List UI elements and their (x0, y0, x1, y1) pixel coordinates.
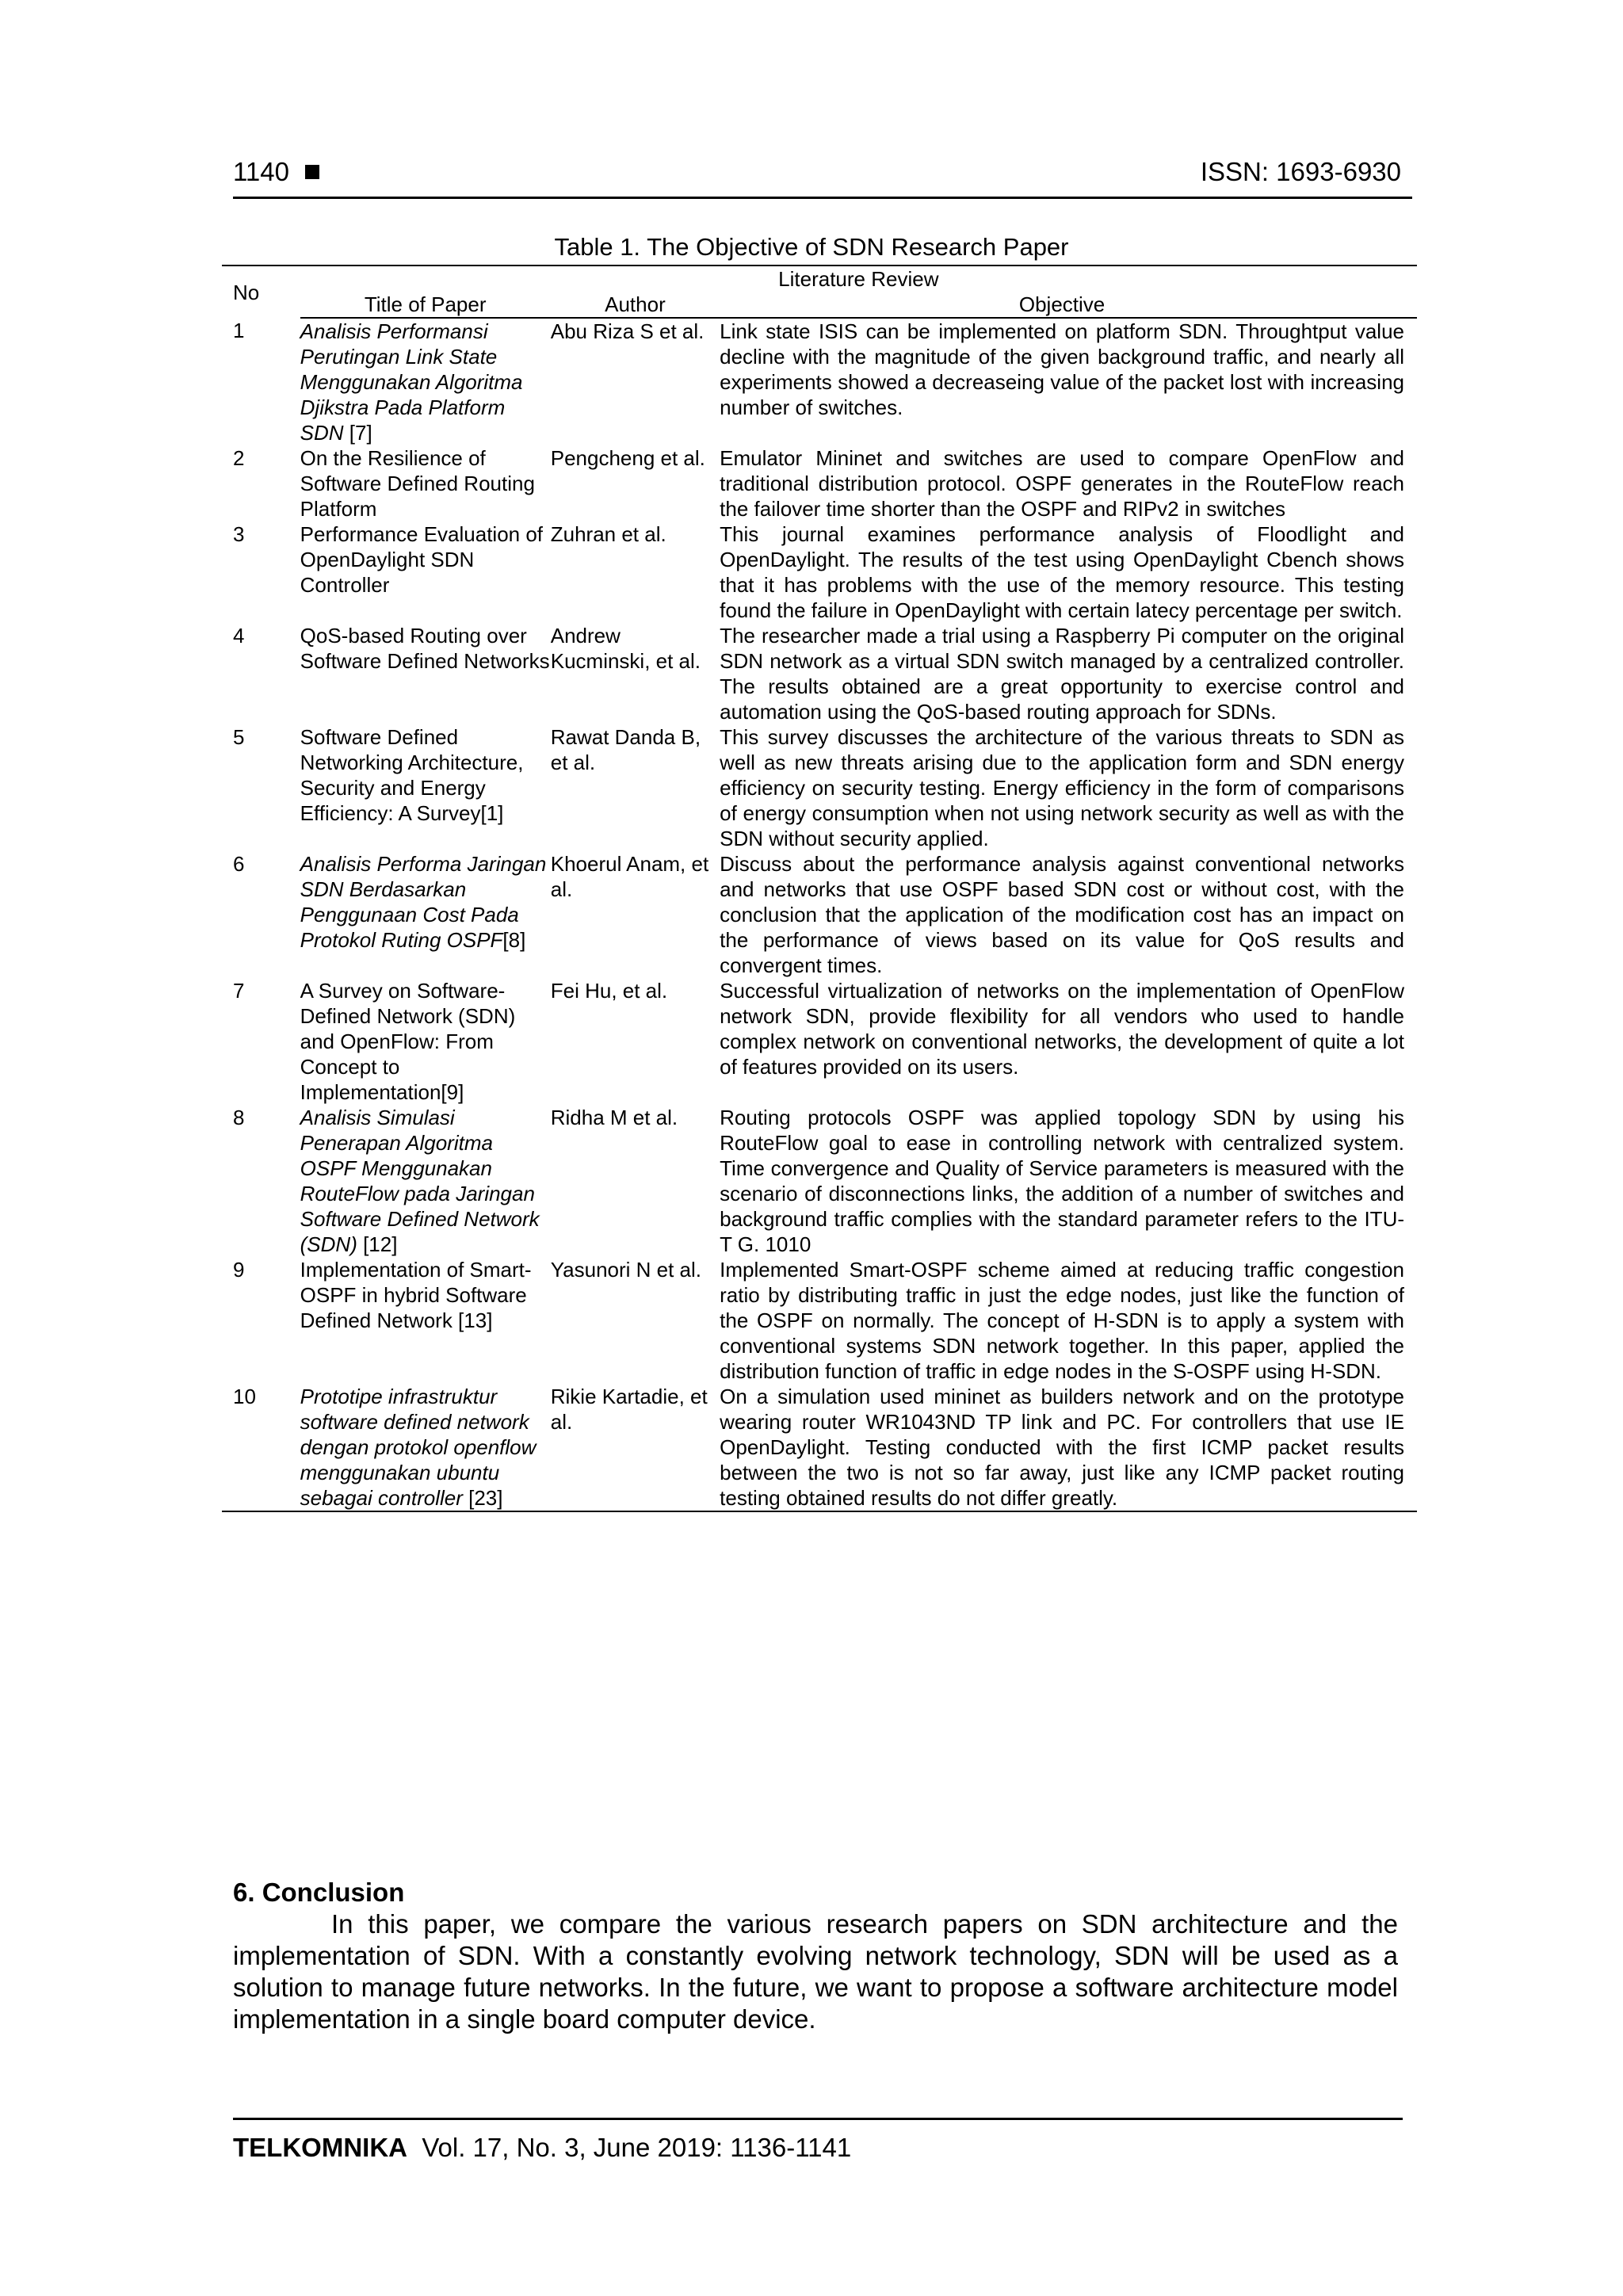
paper-objective: Emulator Mininet and switches are used to compare OpenFlow and traditional distribution protocol. OSPF generates in the RouteFlow reach the failover time shorter than the OSPF and RIPv2 in switches (720, 446, 1404, 521)
column-header-no: No (222, 266, 300, 318)
paper-author: Fei Hu, et al. (550, 979, 668, 1003)
paper-title-text: Prototipe infrastruktur software defined network dengan protokol openflow menggunakan ubuntu sebagai controller (300, 1385, 537, 1510)
paper-title (300, 1384, 551, 1511)
paper-title (300, 318, 551, 445)
paper-objective: On a simulation used mininet as builders network and on the prototype wearing router WR1043ND TP link and PC. For controllers that use IE OpenDaylight. Testing conducted with the first ICMP packet results between the two is not so far away, just like any ICMP packet routing testing obtained results do not differ greatly. (720, 1384, 1417, 1511)
paper-author: Rikie Kartadie, et al. (551, 1384, 720, 1511)
row-number: 4 (233, 624, 245, 648)
table-row (222, 724, 1417, 851)
paper-objective: Routing protocols OSPF was applied topology SDN by using his RouteFlow goal to ease in controlling network with centralized system. Time convergence and Quality of Service parameters is measured with the scenario of disconnections links, the addition of a number of switches and background traffic complies with the standard parameter refers to the ITU-T G. 1010 (720, 1106, 1404, 1256)
paper-title (300, 1257, 551, 1384)
paper-title-text: Analisis Performa Jaringan SDN Berdasarkan Penggunaan Cost Pada Protokol Ruting OSPF (300, 852, 547, 952)
paper-author: Rawat Danda B, et al. (550, 725, 701, 774)
paper-reference: [8] (502, 928, 526, 952)
table-row (222, 521, 1417, 623)
paper-objective: Successful virtualization of networks on the implementation of OpenFlow network SDN, provide flexibility for all vendors who used to handle complex network on conventional networks, the development of quite a lot of features provided on its users. (720, 979, 1404, 1079)
paper-reference: [7] (343, 421, 372, 445)
page-number: 1140 (233, 157, 319, 187)
table-row (222, 1384, 1417, 1511)
table-row (222, 623, 1417, 724)
table-row (222, 851, 1417, 978)
paper-title (300, 724, 551, 851)
column-group-literature-review: Literature Review (300, 266, 1417, 292)
paper-title-text: Implementation of Smart-OSPF in hybrid Software Defined Network [13] (300, 1258, 532, 1332)
issn-label: ISSN: 1693-6930 (1200, 157, 1401, 186)
paper-title-text: On the Resilience of Software Defined Routing Platform (300, 446, 535, 521)
square-bullet-icon (305, 165, 319, 179)
page-header (233, 155, 1412, 199)
paper-title-text: Analisis Performansi Perutingan Link State Menggunakan Algoritma Djikstra Pada Platform SDN (300, 319, 523, 445)
paper-objective: The researcher made a trial using a Raspberry Pi computer on the original SDN network as a virtual SDN switch managed by a centralized controller. The results obtained are a great opportunity to exercise control and automation using the QoS-based routing approach for SDNs. (720, 624, 1404, 724)
conclusion-section (233, 1877, 1398, 2035)
paper-title (300, 851, 551, 978)
paper-author: Abu Riza S et al. (550, 319, 705, 343)
row-number: 10 (222, 1384, 300, 1511)
row-number: 7 (233, 979, 245, 1003)
row-number: 9 (233, 1258, 245, 1282)
paper-author: Yasunori N et al. (550, 1258, 702, 1282)
journal-name: TELKOMNIKA (233, 2133, 407, 2162)
paper-author: Pengcheng et al. (550, 446, 705, 470)
paper-title-text: Software Defined Networking Architecture, Security and Energy Efficiency: A Survey[1] (300, 725, 524, 825)
paper-author: Andrew Kucminski, et al. (550, 624, 701, 673)
paper-objective: This survey discusses the architecture of the various threats to SDN as well as new threats arising due to the application form and SDN energy efficiency on security testing. Energy efficiency in the form of comparisons of energy consumption when not using network security as well as with the SDN without security applied. (720, 725, 1404, 850)
paper-title-text: Performance Evaluation of OpenDaylight SDN Controller (300, 522, 544, 597)
table-caption: Table 1. The Objective of SDN Research Paper (554, 233, 1069, 261)
paper-title (300, 623, 551, 724)
paper-reference: [12] (357, 1232, 398, 1256)
column-header-author: Author (551, 292, 720, 318)
table-body (222, 318, 1417, 1511)
paper-objective: Discuss about the performance analysis against conventional networks and networks that use OSPF based SDN cost or without cost, with the conclusion that the application of the modification cost has an impact on the performance of views based on its value for QoS results and convergent times. (720, 852, 1404, 977)
paper-author: Zuhran et al. (550, 522, 666, 546)
paper-title (300, 445, 551, 521)
row-number: 5 (233, 725, 245, 749)
conclusion-paragraph: In this paper, we compare the various research papers on SDN architecture and the implementation of SDN. With a constantly evolving network technology, SDN will be used as a solution to manage future networks. In the future, we want to propose a software architecture model implementation in a single board computer device. (233, 1909, 1398, 2034)
table-row (222, 978, 1417, 1105)
paper-reference: [23] (462, 1486, 503, 1510)
paper-author: Khoerul Anam, et al. (550, 852, 709, 901)
row-number: 8 (233, 1106, 245, 1129)
row-number: 2 (233, 446, 245, 470)
conclusion-heading: 6. Conclusion (233, 1878, 405, 1907)
paper-objective: This journal examines performance analysis of Floodlight and OpenDaylight. The results of the test using OpenDaylight Cbench shows that it has problems with the use of the memory resource. This testing found the failure in OpenDaylight with certain latecy percentage per switch. (720, 522, 1404, 622)
paper-objective: Link state ISIS can be implemented on platform SDN. Throughtput value decline with the magnitude of the given background traffic, and nearly all experiments showed a decreaseing value of the packet lost with increasing number of switches. (720, 319, 1404, 419)
paper-title (300, 978, 551, 1105)
literature-review-table (222, 265, 1417, 1512)
paper-title (300, 521, 551, 623)
journal-citation: Vol. 17, No. 3, June 2019: 1136-1141 (422, 2133, 852, 2162)
paper-title-text: QoS-based Routing over Software Defined Networks (300, 624, 550, 673)
paper-title-text: Analisis Simulasi Penerapan Algoritma OSPF Menggunakan RouteFlow pada Jaringan Software Defined Network (SDN) (300, 1106, 540, 1256)
row-number: 6 (233, 852, 245, 876)
column-header-title: Title of Paper (300, 292, 551, 318)
paper-title-text: A Survey on Software-Defined Network (SDN) and OpenFlow: From Concept to Implementation[9] (300, 979, 516, 1104)
page-footer (233, 2118, 1403, 2163)
table-row (222, 1105, 1417, 1257)
column-header-objective: Objective (720, 292, 1417, 318)
table-row (222, 1257, 1417, 1384)
row-number: 1 (233, 319, 245, 342)
paper-author: Ridha M et al. (550, 1106, 678, 1129)
table-row (222, 445, 1417, 521)
table-row (222, 318, 1417, 445)
paper-title (300, 1105, 551, 1257)
row-number: 3 (233, 522, 245, 546)
paper-objective: Implemented Smart-OSPF scheme aimed at reducing traffic congestion ratio by distributing traffic in just the edge nodes, just like the function of the OSPF on normally. The concept of H-SDN is to apply a system with conventional systems SDN network together. In this paper, applied the distribution function of traffic in edge nodes in the S-OSPF using H-SDN. (720, 1258, 1404, 1383)
